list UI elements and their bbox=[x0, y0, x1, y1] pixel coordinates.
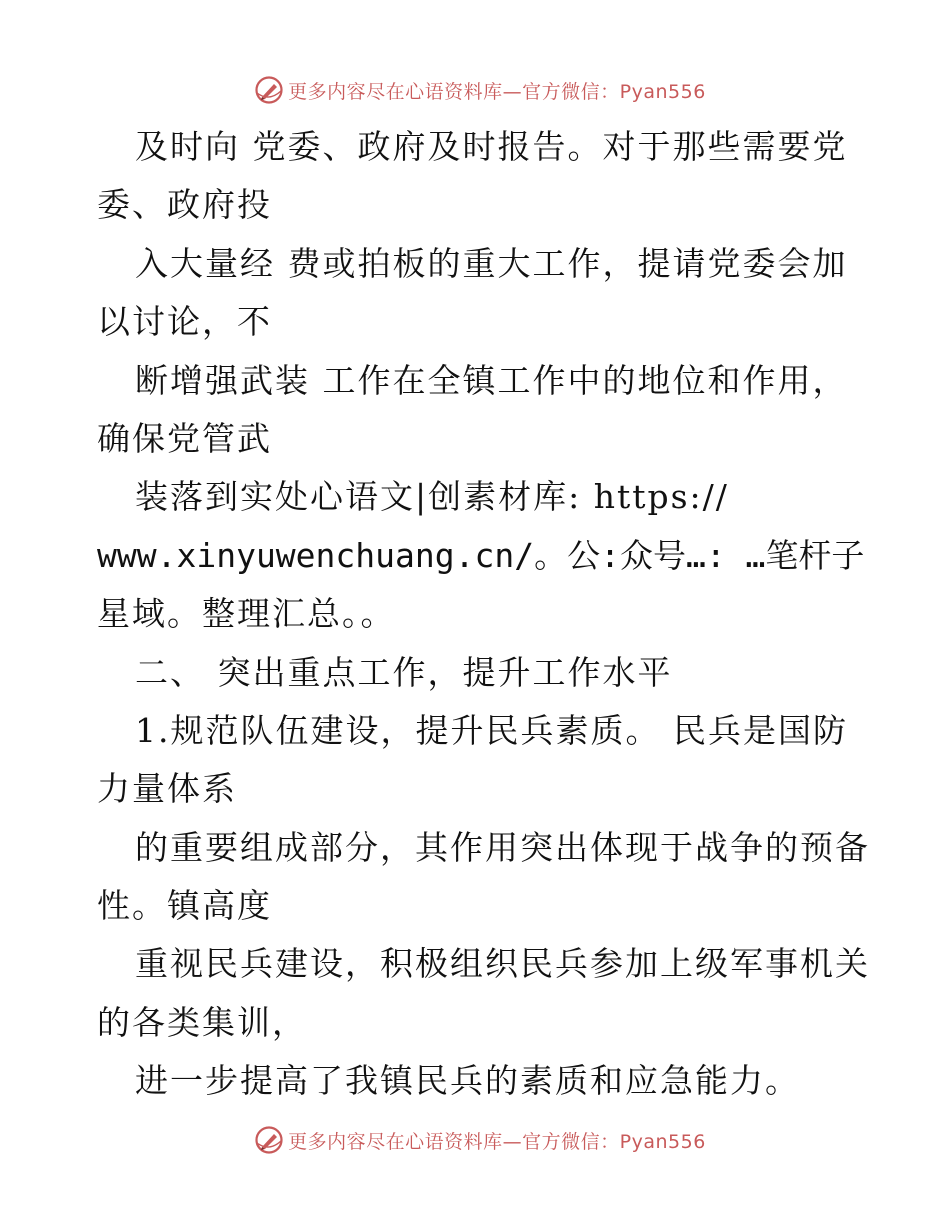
header-banner bbox=[0, 70, 950, 110]
body-line: 委、政府投 bbox=[97, 185, 272, 225]
body-line: 进一步提高了我镇民兵的素质和应急能力。 bbox=[135, 1061, 800, 1101]
header-banner-content bbox=[254, 75, 706, 105]
header-banner-text: 更多内容尽在心语资料库—官方微信：Pyan556 bbox=[288, 80, 706, 103]
body-line: 确保党管武 bbox=[97, 418, 272, 458]
footer-banner-content bbox=[254, 1125, 706, 1155]
body-line: 入大量经 费或拍板的重大工作，提请党委会加 bbox=[135, 243, 848, 283]
body-line: 星域。整理汇总。。 bbox=[97, 594, 396, 634]
body-line: 1.规范队伍建设，提升民兵素质。 民兵是国防 bbox=[135, 710, 848, 750]
footer-banner-text: 更多内容尽在心语资料库—官方微信：Pyan556 bbox=[288, 1130, 706, 1153]
body-line: 性。镇高度 bbox=[97, 886, 272, 926]
body-line: 及时向 党委、政府及时报告。对于那些需要党 bbox=[135, 127, 848, 166]
body-line: 的各类集训， bbox=[97, 1002, 307, 1042]
body-line: 以讨论，不 bbox=[97, 302, 272, 342]
body-line: 力量体系 bbox=[97, 769, 237, 809]
body-line: 重视民兵建设，积极组织民兵参加上级军事机关 bbox=[135, 944, 870, 984]
body-line: 装落到实处心语文|创素材库: https:// bbox=[135, 477, 729, 517]
body-line: 断增强武装 工作在全镇工作中的地位和作用， bbox=[135, 360, 848, 400]
document-body bbox=[97, 118, 877, 1111]
pen-seal-icon bbox=[254, 75, 284, 105]
body-line-url: www.xinyuwenchuang.cn/。公:众号…: …笔杆子 bbox=[97, 535, 865, 575]
pen-seal-icon bbox=[254, 1125, 284, 1155]
footer-banner bbox=[0, 1120, 950, 1160]
section-heading: 二、 突出重点工作，提升工作水平 bbox=[135, 652, 673, 692]
body-line: 的重要组成部分，其作用突出体现于战争的预备 bbox=[135, 827, 870, 867]
